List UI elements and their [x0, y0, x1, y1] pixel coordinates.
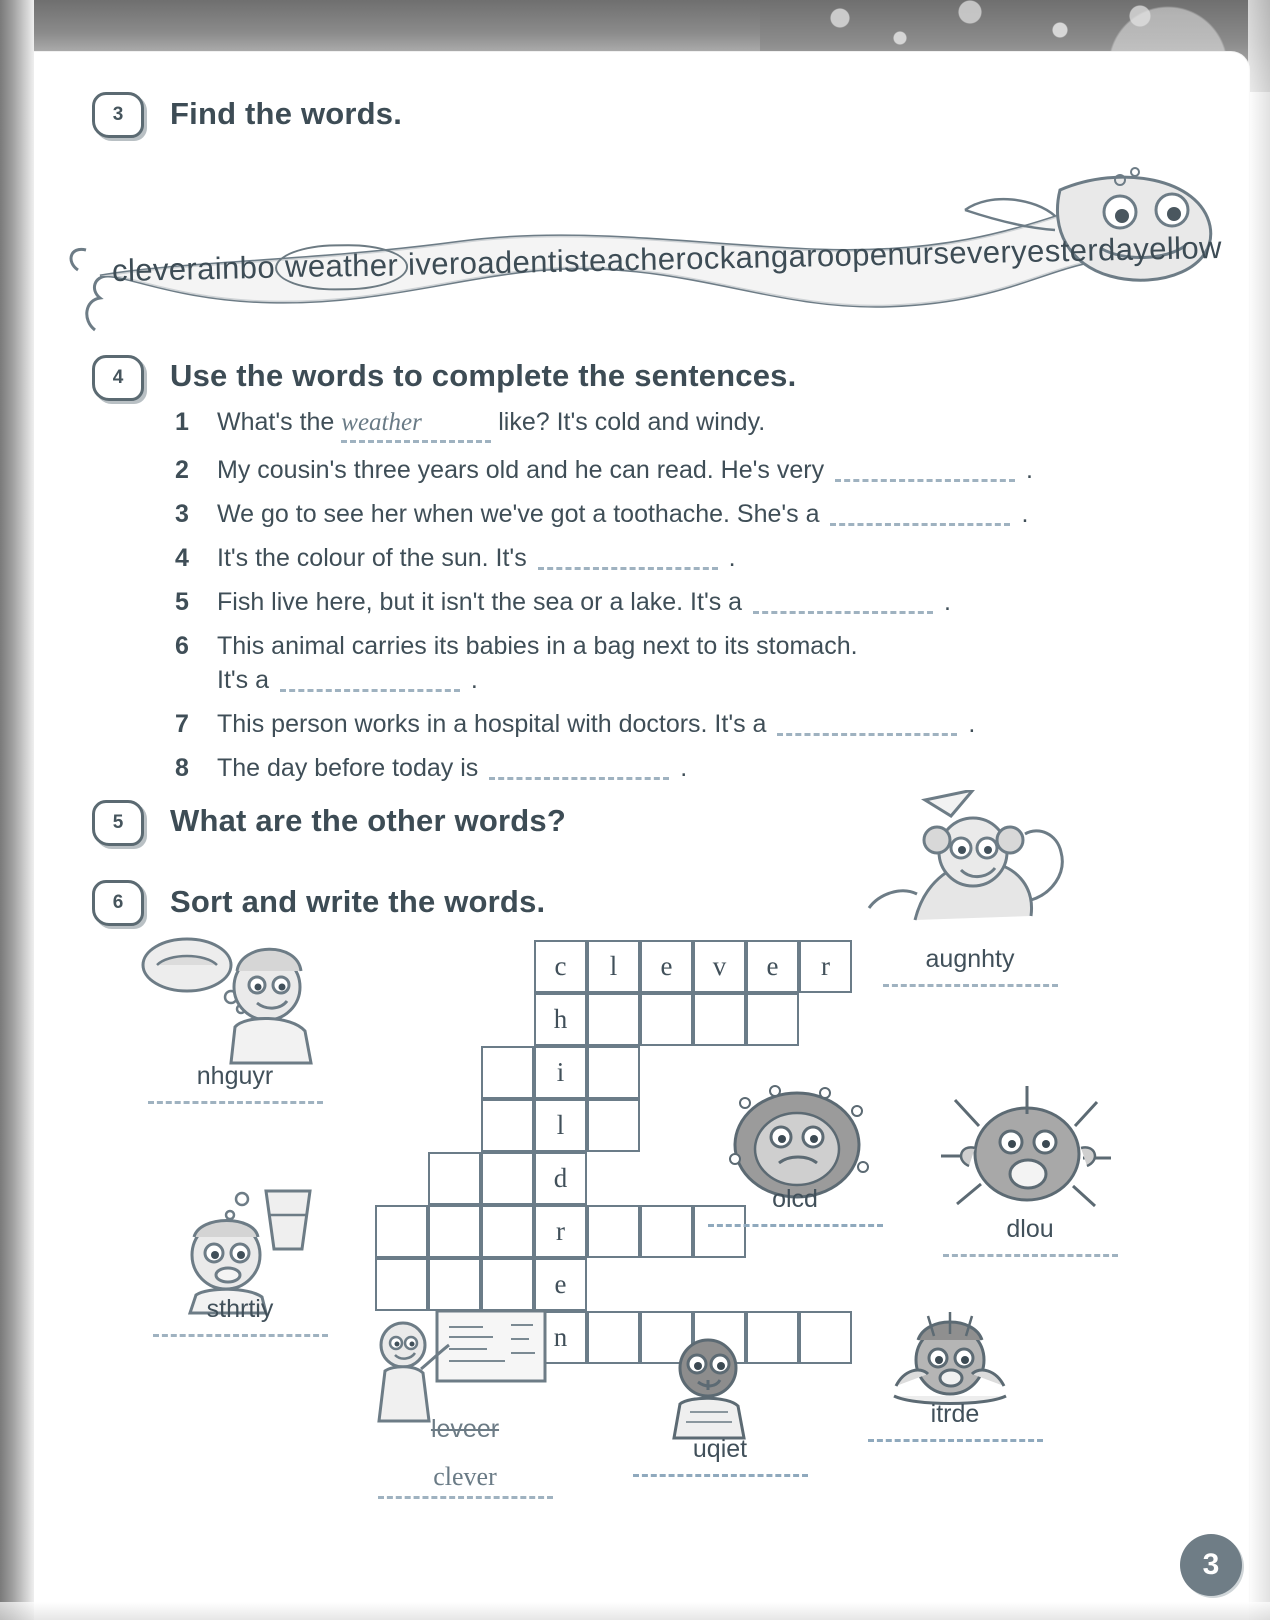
sentence-text-before: The day before today is	[217, 754, 479, 782]
exercise-6-number	[92, 880, 144, 926]
crossword-cell[interactable]: e	[746, 940, 799, 993]
crossword-cell[interactable]	[587, 993, 640, 1046]
sentence-row	[175, 707, 1195, 741]
picture-word-thirsty	[130, 1295, 350, 1337]
sentence-text	[217, 629, 1195, 697]
exercise-6-number-label: 6	[112, 892, 124, 913]
crossword-cell[interactable]	[481, 1099, 534, 1152]
sentence-text-after: .	[1021, 500, 1029, 528]
exercise-5-number	[92, 800, 144, 846]
exercise-5-title: What are the other words?	[170, 803, 566, 838]
sentence-text	[217, 405, 1195, 443]
page-right-shadow	[1248, 0, 1270, 1620]
page-bottom-shadow	[0, 1602, 1270, 1620]
crossword-cell[interactable]	[481, 1258, 534, 1311]
sentence-text-before: We go to see her when we've got a toothache. She's a	[217, 500, 820, 528]
crossword-cell[interactable]	[375, 1258, 428, 1311]
sentence-text-after: .	[680, 754, 688, 782]
crossword-cell[interactable]: e	[534, 1258, 587, 1311]
picture-word-quiet	[610, 1435, 830, 1477]
picture-word-naughty	[855, 945, 1085, 987]
picture-word-clever	[355, 1415, 575, 1499]
picture-word-blank[interactable]	[633, 1472, 808, 1477]
crossword-cell[interactable]	[587, 1205, 640, 1258]
crossword-cell[interactable]	[428, 1258, 481, 1311]
crossword-cell[interactable]	[375, 1205, 428, 1258]
sentence-text-before: It's the colour of the sun. It's	[217, 544, 527, 572]
sentence-row	[175, 541, 1195, 575]
crossword-cell[interactable]	[428, 1152, 481, 1205]
crossword-cell[interactable]: l	[534, 1099, 587, 1152]
sentence-text-after: .	[728, 544, 736, 572]
snake-text-after: iveroadentisteacherockangaroopenurseveryesterdayellow	[407, 229, 1223, 282]
crossword-cell[interactable]	[481, 1152, 534, 1205]
quiet-child-icon	[650, 1330, 770, 1440]
crossword-cell[interactable]: n	[534, 1311, 587, 1364]
crossword-cell[interactable]: r	[534, 1205, 587, 1258]
sentence-text-after: .	[968, 710, 976, 738]
picture-word-blank[interactable]	[883, 982, 1058, 987]
picture-word-blank[interactable]	[148, 1099, 323, 1104]
picture-word-blank[interactable]	[868, 1437, 1043, 1442]
sentence-text-second-line	[217, 663, 1195, 697]
sentence-text	[217, 497, 1195, 531]
sentence-number: 6	[175, 632, 189, 660]
sentence-text-after: like? It's cold and windy.	[498, 408, 766, 436]
picture-word-blank[interactable]	[153, 1332, 328, 1337]
crossword-cell[interactable]	[587, 1311, 640, 1364]
sentence-number: 3	[175, 500, 189, 528]
sentence-text	[217, 541, 1195, 575]
sentence-text-before: What's the	[217, 408, 335, 436]
thirsty-boy-icon	[170, 1175, 350, 1315]
sentence-number: 4	[175, 544, 189, 572]
sentence-number: 7	[175, 710, 189, 738]
picture-word-loud	[930, 1215, 1130, 1257]
crossword-cell[interactable]	[640, 1205, 693, 1258]
picture-word-blank[interactable]	[378, 1494, 553, 1499]
sentence-text	[217, 585, 1195, 619]
word-snake	[60, 150, 1223, 335]
sentence-text-after: .	[1025, 456, 1033, 484]
sentence-text-after: .	[943, 588, 951, 616]
sentence-text	[217, 707, 1195, 741]
picture-word-blank[interactable]	[708, 1222, 883, 1227]
crossword-cell[interactable]	[481, 1046, 534, 1099]
crossword-cell[interactable]	[481, 1205, 534, 1258]
sentence-text-before: Fish live here, but it isn't the sea or a lake. It's a	[217, 588, 743, 616]
picture-word-label: augnhty	[925, 945, 1015, 973]
loud-monster-icon	[935, 1080, 1120, 1225]
crossword-cell[interactable]: r	[799, 940, 852, 993]
sentence-row	[175, 405, 1195, 443]
sentence-number: 5	[175, 588, 189, 616]
sentence-answer-blank[interactable]	[830, 501, 1010, 526]
sentence-answer-blank[interactable]	[753, 589, 933, 614]
sentence-list	[175, 405, 1195, 795]
sentence-answer-blank[interactable]	[280, 667, 460, 692]
exercise-4-title: Use the words to complete the sentences.	[170, 358, 797, 393]
exercise-4-number	[92, 355, 144, 401]
crossword-cell[interactable]	[693, 993, 746, 1046]
sentence-answer-blank[interactable]	[777, 711, 957, 736]
sentence-answer-filled[interactable]: weather	[341, 406, 491, 443]
exercise-3-title: Find the words.	[170, 96, 403, 131]
running-girl-icon	[855, 790, 1085, 950]
picture-word-hungry	[120, 1062, 350, 1104]
crossword-cell[interactable]: i	[534, 1046, 587, 1099]
picture-word-tired	[850, 1400, 1060, 1442]
sentence-number: 2	[175, 456, 189, 484]
sentence-answer-blank[interactable]	[835, 457, 1015, 482]
crossword-cell[interactable]: e	[640, 940, 693, 993]
sentence-answer-blank[interactable]	[538, 545, 718, 570]
crossword-cell[interactable]	[428, 1205, 481, 1258]
crossword-cell[interactable]: d	[534, 1152, 587, 1205]
teacher-icon	[365, 1305, 550, 1425]
picture-word-blank[interactable]	[943, 1252, 1118, 1257]
exercise-6-title: Sort and write the words.	[170, 884, 546, 919]
exercise-3-number	[92, 92, 144, 138]
picture-word-cold	[690, 1185, 900, 1227]
picture-word-label: nhguyr	[196, 1062, 274, 1090]
sentence-text-after: .	[470, 666, 478, 694]
sentence-text-before: This animal carries its babies in a bag next to its stomach.	[217, 632, 858, 660]
sentence-number: 1	[175, 408, 189, 436]
picture-word-label: uqiet	[692, 1435, 748, 1463]
exercise-3-number-label: 3	[112, 104, 124, 125]
picture-word-label: sthrtiy	[206, 1295, 274, 1323]
picture-word-label: itrde	[930, 1400, 980, 1428]
crossword-cell[interactable]: c	[534, 940, 587, 993]
crossword-cell[interactable]: h	[534, 993, 587, 1046]
sentence-row	[175, 497, 1195, 531]
hungry-girl-icon	[135, 935, 335, 1065]
page-number: 3	[1180, 1534, 1242, 1596]
sentence-text-before: This person works in a hospital with doctors. It's a	[217, 710, 767, 738]
sentence-answer-blank[interactable]	[489, 755, 669, 780]
book-spine-edge	[0, 0, 34, 1620]
sentence-row	[175, 585, 1195, 619]
picture-word-label: olcd	[772, 1185, 818, 1213]
sentence-text	[217, 453, 1195, 487]
picture-word-label: dlou	[1006, 1215, 1054, 1243]
picture-word-label: leveer	[430, 1415, 500, 1443]
crossword-cell[interactable]	[799, 1311, 852, 1364]
crossword-cell[interactable]: l	[587, 940, 640, 993]
exercise-4-number-label: 4	[112, 367, 124, 388]
exercise-5-number-label: 5	[112, 812, 124, 833]
sentence-text	[217, 751, 1195, 785]
snake-text-before: cleverainbo	[111, 249, 276, 289]
crossword-cell[interactable]	[746, 993, 799, 1046]
sentence-number: 8	[175, 754, 189, 782]
sentence-row	[175, 629, 1195, 697]
sentence-row	[175, 751, 1195, 785]
sentence-text-before-2: It's a	[217, 666, 270, 694]
crossword-cell[interactable]	[587, 1099, 640, 1152]
crossword-cell[interactable]: v	[693, 940, 746, 993]
crossword-cell[interactable]	[640, 993, 693, 1046]
snake-circled-word[interactable]: weather	[275, 244, 409, 291]
picture-word-written[interactable]: clever	[433, 1462, 497, 1491]
sentence-row	[175, 453, 1195, 487]
crossword-cell[interactable]	[587, 1046, 640, 1099]
sentence-text-before: My cousin's three years old and he can read. He's very	[217, 456, 825, 484]
